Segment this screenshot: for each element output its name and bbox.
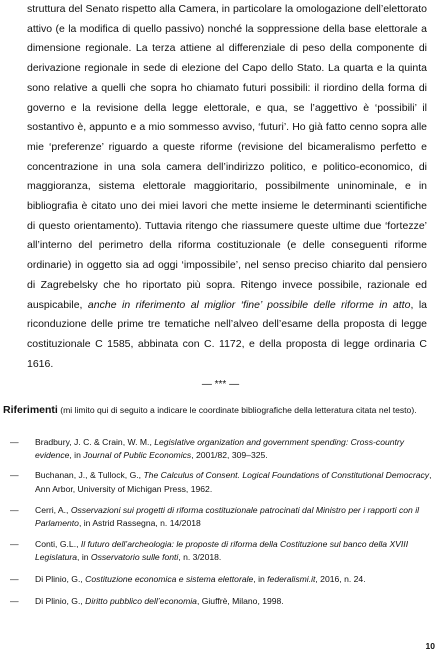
reference-author: Conti, G.L., [35, 539, 81, 550]
reference-item [10, 504, 435, 530]
reference-rest: , Giuffrè, Milano, 1998. [196, 595, 284, 606]
reference-title: Costituzione economica e sistema elettorale [85, 573, 254, 584]
body-tail: , la riconduzione delle prime tre tematiche nell’alveo dell’esame della proposta di legge costituzionale C 1585, abbinata con C. 1172, e della proposta di legge ordinaria C 1616. [27, 298, 427, 370]
reference-author: Di Plinio, G., [35, 595, 86, 606]
reference-item [10, 538, 435, 564]
reference-tail: , 2016, n. 24. [315, 573, 366, 584]
references-note: (mi limito qui di seguito a indicare le coordinate bibliografiche della letteratura citata nel testo). [57, 405, 417, 415]
references-heading [3, 404, 433, 418]
reference-dash: — [10, 539, 19, 550]
reference-title: Il futuro dell’archeologia: le proposte di riforma della Costituzione sul banco della XVIII Legislatura [35, 539, 409, 563]
reference-title: Legislative organization and government spending: Cross-country evidence [35, 437, 405, 461]
reference-item [10, 573, 435, 586]
reference-list [10, 436, 435, 608]
references-title: Riferimenti [3, 404, 58, 416]
reference-author: Bradbury, J. C. & Crain, W. M., [35, 437, 155, 447]
reference-journal: federalismi.it [267, 573, 316, 584]
body-text: struttura del Senato rispetto alla Camera, in particolare la omologazione dell’elettorato attivo (e la modifica di quello passivo) nonché la soppressione della base elettorale a dimensione regionale. La terza attiene al differenziale di peso della componente di derivazione regionale in sede di elezione del Capo dello Stato. La quarta e la quinta sono relative a quelli che sopra ho chiamato futuri possibili: il riordino della forma di governo e la revisione della legge elettorale, e qua, se l’aggettivo è ‘possibili’ il sostantivo è, appunto e a mio sommesso avviso, ‘futuri’. Ho già fatto cenno sopra alle mie ‘preferenze’ riguardo a queste riforme (revisione del bicameralismo perfetto e concentrazione in una sola camera dell’indirizzo politico, e politico-economico, di maggioranza, sistema elettorale maggioritario, possibilmente uninominale, e in bibliografia è citato uno dei miei lavori che mette insieme le determinanti scientifiche di questo orientamento). Tuttavia ritengo che riassumere queste ultime due ‘fortezze’ all’interno del perimetro della riforma costituzionale (e delle conseguenti riforme ordinarie) in oggetto sia ad oggi ‘impossibile’, nel senso preciso chiarito dal pensiero di Zagrebelsky che ho riportato più sopra. Ritengo invece possibile, razionale ed auspicabile, [27, 3, 427, 311]
reference-rest: , in Astrid Rassegna, n. 14/2018 [78, 518, 201, 529]
reference-dash: — [10, 595, 19, 606]
body-paragraph [27, 0, 427, 374]
reference-rest: , Ann Arbor, University of Michigan Press, 1962. [35, 470, 432, 494]
reference-journal: Osservatorio sulle fonti [90, 552, 179, 563]
reference-title: The Calculus of Consent. Logical Foundations of Constitutional Democracy [143, 470, 430, 481]
reference-dash: — [10, 573, 19, 584]
reference-item [10, 469, 435, 495]
body-emphasis: anche in riferimento al miglior ‘fine’ possibile delle riforme in atto [87, 298, 411, 311]
reference-item [10, 595, 435, 608]
reference-dash: — [10, 504, 19, 515]
reference-rest: , in [253, 573, 268, 584]
reference-author: Buchanan, J., & Tullock, G., [35, 470, 144, 481]
section-separator: — *** — [201, 379, 240, 390]
reference-item [10, 436, 435, 462]
reference-tail: , n. 3/2018. [178, 552, 222, 563]
reference-journal: Journal of Public Economics [83, 450, 192, 461]
reference-tail: , 2001/82, 309–325. [191, 450, 268, 461]
page-number: 10 [425, 641, 435, 651]
reference-author: Di Plinio, G., [35, 573, 86, 584]
reference-author: Cerri, A., [35, 504, 71, 515]
reference-rest: , in [69, 450, 84, 461]
reference-rest: , in [77, 552, 91, 563]
reference-title: Osservazioni sui progetti di riforma costituzionale patrocinati dal Ministro per i rapporti con il Parlamento [35, 504, 420, 529]
reference-dash: — [10, 437, 19, 447]
reference-dash: — [10, 470, 19, 481]
reference-title: Diritto pubblico dell’economia [85, 595, 197, 606]
